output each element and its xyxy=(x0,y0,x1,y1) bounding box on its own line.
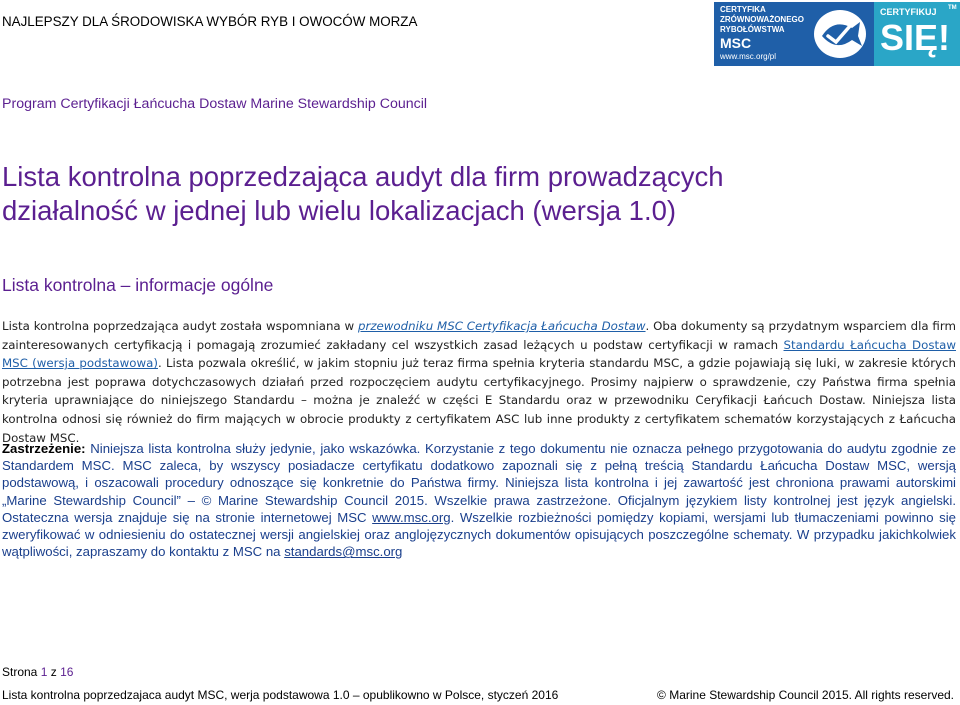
title-line-2: działalność w jednej lub wielu lokalizacjach (wersja 1.0) xyxy=(2,195,677,226)
header-tagline: NAJLEPSZY DLA ŚRODOWISKA WYBÓR RYB I OWOCÓW MORZA xyxy=(2,14,418,29)
program-title: Program Certyfikacji Łańcucha Dostaw Marine Stewardship Council xyxy=(2,96,428,112)
page-of: z xyxy=(50,665,57,679)
disclaimer-text-1: Niniejsza lista kontrolna służy jedynie, jako wskazówka. Korzystanie z tego dokumentu nie oznacza pełnego przygotowania do audytu zgodnie ze Standardem MSC. MSC zaleca, by wszyscy posiadacze certyfikatu dodatkowo zapoznali się z pełną treścią Standardu Łańcucha Dostaw MSC, wersją podstawową, i oszacowali procedury odnoszące się konkretnie do Państwa firmy. Niniejsza lista kontrolna i jej zawartość jest chroniona prawami autorskimi „Marine Stewardship Council” – © Marine Stewardship Council 2015. Wszelkie prawa zastrzeżone. Oficjalnym językiem listy kontrolnej jest język angielski. Ostateczna wersja znajduje się na stronie internetowej MSC xyxy=(2,441,956,525)
disclaimer-paragraph xyxy=(2,440,956,560)
intro-text: Lista kontrolna poprzedzająca audyt została wspomniana w xyxy=(2,319,358,333)
intro-text-3: . Lista pozwala określić, w jakim stopniu już teraz firma spełnia kryteria standardu MSC, a gdzie pojawiają się luki, w zakresie których potrzebna jest poprawa dotychczasowych działań przed rozpoczęciem audytu certyfikacyjnego. Prosimy najpierw o sprawdzenie, czy Państwa firma spełnia kryteria uprawniające do niniejszego Standardu – można je znaleźć w części E Standardu oraz w przewodniku Ceryfikacji Łańcuch Dostaw. Niniejsza lista kontrolna odnosi się również do firm mających w obrocie produkty z certyfikatem ASC lub inne produkty z certyfikatem schematów korzystających z Łańcucha Dostaw MSC. xyxy=(2,356,956,445)
standard-link[interactable]: Standardu Łańcucha Dostaw MSC (wersja podstawowa) xyxy=(2,337,956,371)
page-total: 16 xyxy=(60,665,74,679)
logo-right-panel xyxy=(874,2,960,66)
logo-line3: RYBOŁÓWSTWA xyxy=(720,25,785,34)
logo-line2: ZRÓWNOWAŻONEGO xyxy=(720,15,804,24)
title-line-1: Lista kontrolna poprzedzająca audyt dla firm prowadzących xyxy=(2,161,724,192)
logo-line1: CERTYFIKA xyxy=(720,5,766,14)
logo-url: www.msc.org/pl xyxy=(720,52,777,61)
page-label: Strona xyxy=(2,665,38,679)
logo-left-panel xyxy=(714,2,874,66)
logo-msc: MSC xyxy=(720,35,752,51)
msc-website-link[interactable]: www.msc.org xyxy=(372,509,451,525)
logo-right-top: CERTYFIKUJ xyxy=(880,7,937,17)
intro-paragraph xyxy=(2,317,956,447)
page-number xyxy=(2,665,73,679)
logo-big-text: SIĘ! xyxy=(880,17,951,58)
page-current: 1 xyxy=(40,665,48,679)
msc-logo xyxy=(714,2,960,66)
intro-text-2: . Oba dokumenty są przydatnym wsparciem dla firm zainteresowanych certyfikacją i pomagają zrozumieć zakładany cel wszystkich zasad leżących u podstaw certyfikacji w ramach xyxy=(2,319,956,352)
fish-tick-icon xyxy=(812,8,868,60)
logo-tm: TM xyxy=(948,5,957,11)
standards-email-link[interactable]: standards@msc.org xyxy=(284,544,403,560)
guide-link[interactable]: przewodniku MSC Certyfikacja Łańcucha Dostaw xyxy=(358,319,646,333)
footer-left: Lista kontrolna poprzedzajaca audyt MSC, werja podstawowa 1.0 – opublikowno w Polsce, styczeń 2016 xyxy=(2,688,559,702)
disclaimer-text-2: . Wszelkie rozbieżności pomiędzy kopiami, wersjami lub tłumaczeniami powinno się zweryfikować w odniesieniu do ostatecznej wersji angielskiej oraz anglojęzycznych dokumentów opisujących poszczególne schematy. W przypadku jakichkolwiek wątpliwości, zapraszamy do kontaktu z MSC na xyxy=(2,509,956,560)
footer-right: © Marine Stewardship Council 2015. All rights reserved. xyxy=(657,688,954,702)
disclaimer-lead: Zastrzeżenie: xyxy=(2,441,86,456)
section-heading: Lista kontrolna – informacje ogólne xyxy=(2,275,274,295)
document-title xyxy=(2,160,902,228)
